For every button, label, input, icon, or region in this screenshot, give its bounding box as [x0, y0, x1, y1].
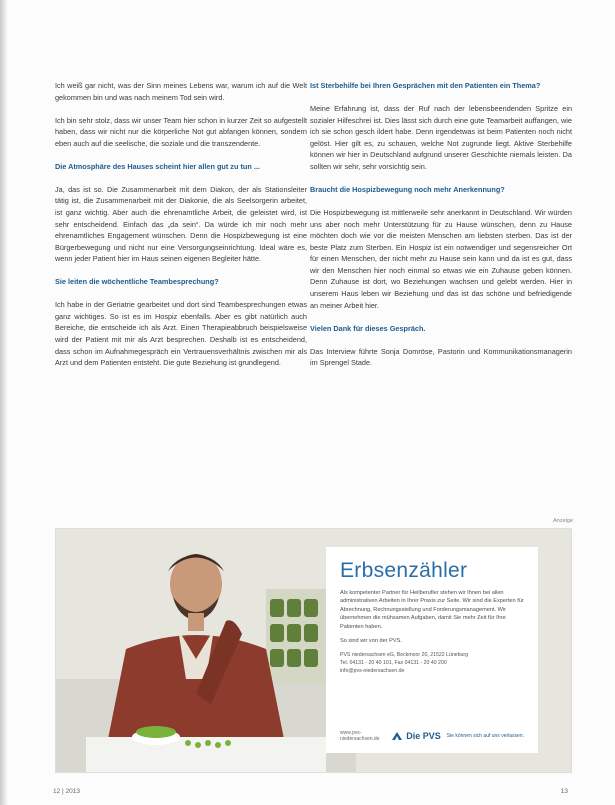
interview-question: Ist Sterbehilfe bei Ihren Gesprächen mit den Patienten ein Thema?	[310, 81, 541, 90]
interview-question: Sie leiten die wöchentliche Teambesprechung?	[55, 277, 219, 287]
paragraph: Ich weiß gar nicht, was der Sinn meines Lebens war, warum ich auf die Welt gekommen bin und was nach meinem Tod sein wird.	[55, 81, 307, 102]
ad-email[interactable]: info@pvs-niedersachsen.de	[340, 668, 405, 675]
paragraph: Die Hospizbewegung ist mittlerweile sehr anerkannt in Deutschland. Wir würden uns aber noch mehr Unterstützung für zu Hause wünschen, denn zu Hause möchten doch wie vor die meisten Menschen am liebsten sterben. Das ist der beste Platz zum Sterben. Ein Hospiz ist ein notwendiger und segensreicher Ort für einen Menschen, der nicht mehr zu Hause sein kann und da ist es gut, dass wir den Menschen hier noch einmal so etwas wie ein Zuhause geben können. Denn Zuhause ist dort, wo Beziehungen wachsen und gelebt werden. Hier in unserem Haus leben wir Beziehung und das ist das schöne und befriedigende an meiner Arbeit hier.	[310, 207, 572, 310]
pvs-advertisement[interactable]	[55, 528, 572, 773]
folio-issue: 12 | 2013	[53, 788, 80, 795]
ad-website-link[interactable]: www.pvs-niedersachsen.de	[340, 730, 380, 742]
right-column	[310, 80, 572, 380]
page-binding-shadow	[0, 0, 8, 805]
pvs-logo	[391, 730, 441, 742]
advertisement-label: Anzeige	[553, 518, 573, 524]
interview-question: Die Atmosphäre des Hauses scheint hier allen gut zu tun ...	[55, 161, 260, 171]
interview-question: Vielen Dank für dieses Gespräch.	[310, 323, 426, 333]
left-column	[55, 80, 307, 380]
paragraph: Meine Erfahrung ist, dass der Ruf nach der lebensbeendenden Spritze ein sozialer Hilfeschrei ist. Dies lässt sich durch eine gute Teamarbeit auffangen, wie ich sie schon gesch ildert habe. Denn irgendetwas ist beim Patienten noch nicht gelöst. Hier gilt es, zu schauen, welche Not zugrunde liegt. Aktive Sterbehilfe können wir hier in Deutschland aufgrund unserer Geschichte niemals leisten. Da sollten wir sehr, sehr vorsichtig sein.	[310, 103, 572, 171]
paragraph: Das Interview führte Sonja Domröse, Pastorin und Kommunikationsmanagerin im Sprengel Stade.	[310, 346, 572, 368]
pvs-logo-icon	[391, 730, 403, 742]
pvs-logo-text: Die PVS	[406, 731, 441, 741]
ad-address: PVS niedersachsen eG, Beckmoor 20, 21522 Lüneburg	[340, 652, 469, 659]
ad-title: Erbsenzähler	[340, 559, 468, 582]
ad-footer	[340, 729, 524, 743]
ad-body-text: Als kompetenter Partner für Heilberufler stehen wir Ihnen bei allen administrativen Arbeiten in Ihrer Praxis zur Seite. Wir sind die Experten für Abrechnung, Rechnungsstellung und Forderungsmanagement. Wir übernehmen die mühsamen Aufgaben, damit Sie mehr Zeit für Ihre Patienten haben.	[340, 590, 524, 630]
paragraph: Ich bin sehr stolz, dass wir unser Team hier schon in kurzer Zeit so aufgestellt haben, dass wir nicht nur die körperliche Not gut abfangen können, sondern eben auch auf die seelische, die soziale und die transzendente.	[55, 115, 307, 148]
interview-question: Braucht die Hospizbewegung noch mehr Anerkennung?	[310, 184, 505, 194]
paragraph: Ich habe in der Geriatrie gearbeitet und dort sind Teambesprechungen etwas ganz wichtiges. So ist es im Hospiz ebenfalls. Aber es gibt natürlich auch Bereiche, die entscheide ich als Arzt. Einen Therapieabbruch beispielsweise wird der Patient mit mir als Arzt besprechen. Deshalb ist es entscheidend, dass schon im Aufnahmegespräch ein Vertrauensverhältnis zwischen mir als Arzt und dem Patienten entsteht. Die gute Beziehung ist grundlegend.	[55, 300, 307, 368]
ad-contact	[340, 651, 524, 675]
paragraph: Ja, das ist so. Die Zusammenarbeit mit dem Diakon, der als Stationsleiter tätig ist, die Zusammenarbeit mit der Diakonie, die als Seelsorgerin arbeitet, ist ganz wichtig. Aber auch die ehrenamtliche Arbeit, die geleistet wird, ist sehr entscheidend. Einfach das „da sein“. Da würde ich mir noch mehr ehrenamtliches Engagement wünschen. Denn die Hospizbewegung ist eine Bürgerbewegung und nicht nur eine Versorgungseinrichtung. Ideal wäre es, wenn jeder Patient hier im Haus seinen eigenen Begleiter hätte.	[55, 184, 307, 264]
pvs-tagline: Sie können sich auf uns verlassen.	[446, 733, 524, 739]
ad-textbox	[326, 547, 538, 753]
ad-slogan: So sind wir von der PVS.	[340, 638, 402, 645]
ad-phone: Tel. 04131 - 20 40 101, Fax 04131 - 20 40 200	[340, 660, 447, 667]
folio-page-number: 13	[560, 788, 568, 795]
